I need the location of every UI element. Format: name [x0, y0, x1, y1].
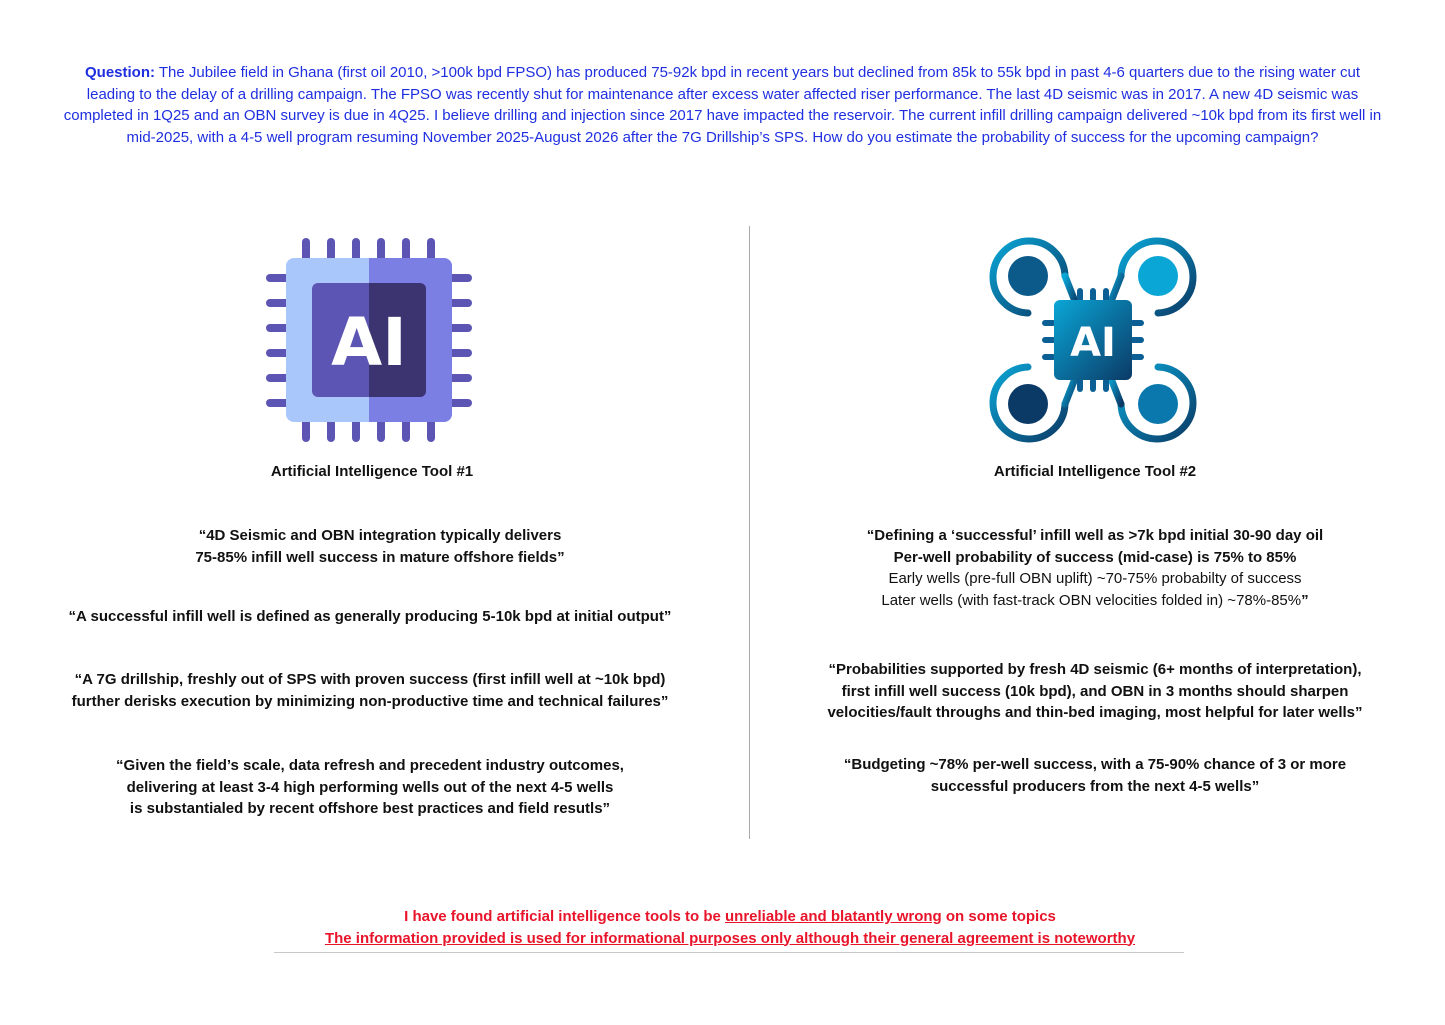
tool1-quote-3 — [20, 669, 720, 712]
question-body: The Jubilee field in Ghana (first oil 2010, >100k bpd FPSO) has produced 75-92k bpd in recent years but declined from 85k to 55k bpd in past 4-6 quarters due to the rising water cut leading to the delay of a drilling campaign. The FPSO was recently shut for maintenance after excess water affected riser performance. The last 4D seismic was in 2017. A new 4D seismic was completed in 1Q25 and an OBN survey is due in 4Q25. I believe drilling and injection since 2017 have impacted the reservoir. The current infill drilling campaign delivered ~10k bpd from its first well in mid-2025, with a 4-5 well program resuming November 2025-August 2026 after the 7G Drillship’s SPS. How do you estimate the probability of success for the upcoming campaign? — [63, 64, 1382, 146]
quote-line: “A 7G drillship, freshly out of SPS with proven success (first infill well at ~10k bpd) — [74, 671, 666, 688]
disclaimer — [270, 906, 1190, 949]
disclaimer-text: on some topics — [941, 908, 1056, 925]
tool2-quote-3 — [790, 754, 1400, 797]
quote-line: “Defining a ‘successful’ infill well as >7k bpd initial 30-90 day oil — [866, 527, 1324, 544]
column-divider — [749, 226, 750, 839]
quote-line: Early wells (pre-full OBN uplift) ~70-75% probabilty of success — [888, 570, 1302, 587]
disclaimer-line-2: The information provided is used for informational purposes only although their general agreement is noteworthy — [324, 929, 1136, 947]
tool2-title: Artificial Intelligence Tool #2 — [993, 463, 1197, 480]
quote-line: “Given the field’s scale, data refresh and precedent industry outcomes, — [116, 757, 624, 774]
quote-line: “Probabilities supported by fresh 4D seismic (6+ months of interpretation), — [828, 661, 1362, 678]
tool1-quote-4 — [40, 755, 700, 820]
quote-close-mark: ” — [1301, 591, 1309, 609]
quote-line: Later wells (with fast-track OBN velocities folded in) ~78%-85% — [881, 591, 1302, 609]
disclaimer-rule — [274, 952, 1184, 953]
quote-line: Per-well probability of success (mid-case) is 75% to 85% — [893, 548, 1297, 566]
tool1-title: Artificial Intelligence Tool #1 — [270, 463, 474, 480]
disclaimer-text: I have found artificial intelligence tools to be — [404, 908, 725, 925]
tool1-quote-1 — [60, 525, 700, 568]
quote-line: velocities/fault throughs and thin-bed imaging, most helpful for later wells” — [827, 704, 1363, 721]
quote-line: successful producers from the next 4-5 wells” — [930, 777, 1260, 795]
quote-line: 75-85% infill well success in mature offshore fields” — [195, 548, 565, 566]
quote-line: “4D Seismic and OBN integration typically delivers — [198, 527, 562, 544]
quote-line: further derisks execution by minimizing non-productive time and technical failures” — [71, 692, 669, 710]
question-label: Question: — [84, 64, 155, 81]
ai-network-icon — [988, 236, 1198, 444]
network-icon-label: AI — [1070, 320, 1116, 366]
disclaimer-emphasis: unreliable and blatantly wrong — [725, 908, 942, 925]
tool2-quote-1 — [790, 525, 1400, 611]
tool2-quote-2 — [780, 659, 1410, 724]
tool1-quote-2 — [20, 606, 720, 628]
quote-line: “Budgeting ~78% per-well success, with a 75-90% chance of 3 or more — [843, 756, 1347, 773]
chip-icon-label: AI — [331, 304, 407, 381]
quote-line: is substantialed by recent offshore best practices and field resutls” — [129, 800, 611, 817]
quote-line: first infill well success (10k bpd), and OBN in 3 months should sharpen — [841, 682, 1349, 700]
ai-chip-icon — [266, 238, 472, 442]
disclaimer-line-1 — [270, 906, 1190, 928]
quote-line: delivering at least 3-4 high performing wells out of the next 4-5 wells — [126, 778, 614, 796]
quote-line: “A successful infill well is defined as generally producing 5-10k bpd at initial output” — [68, 608, 672, 625]
question-text — [60, 62, 1385, 148]
